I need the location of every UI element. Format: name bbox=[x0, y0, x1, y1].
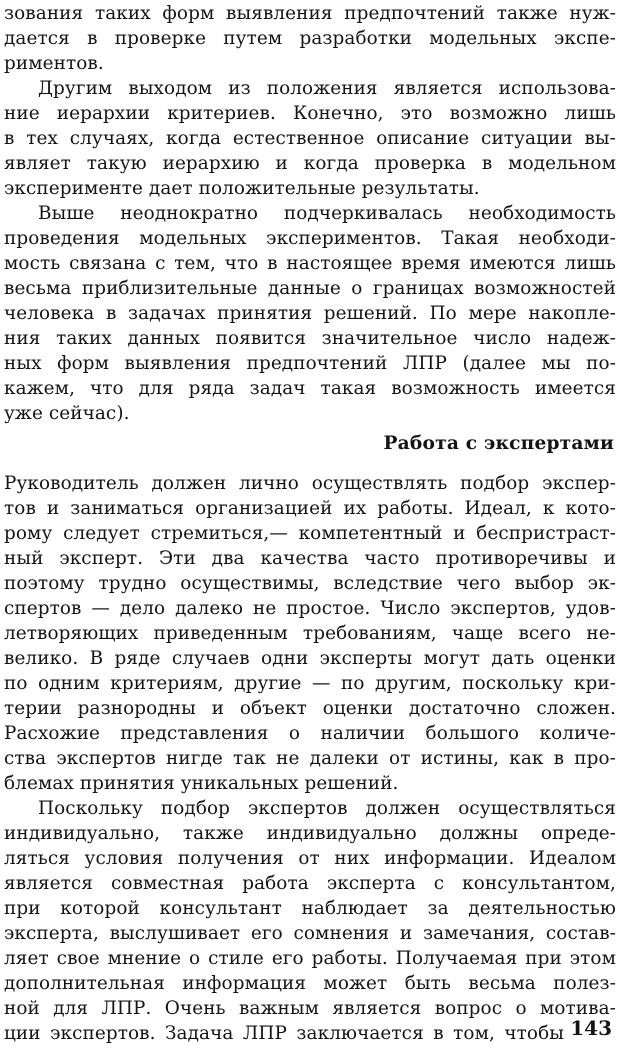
text-line: дается в проверке путем разработки модельных экспе- bbox=[4, 28, 616, 49]
text-line: рому следует стремиться,— компетентный и беспристраст- bbox=[4, 523, 616, 544]
text-line: ных форм выявления предпочтений ЛПР (далее мы по- bbox=[4, 353, 616, 374]
text-line: спертов — дело далеко не простое. Число экспертов, удов- bbox=[4, 598, 616, 619]
text-line: ной для ЛПР. Очень важным является вопрос о мотива- bbox=[4, 998, 616, 1019]
text-line: ние иерархии критериев. Конечно, это возможно лишь bbox=[4, 103, 616, 124]
text-line: дополнительная информация может быть весьма полез- bbox=[4, 973, 616, 994]
text-line: при которой консультант наблюдает за деятельностью bbox=[4, 898, 616, 919]
text-line: кажем, что для ряда задач такая возможность имеется bbox=[4, 378, 616, 399]
text-line: в тех случаях, когда естественное описание ситуации вы- bbox=[4, 128, 616, 149]
text-line: тов и заниматься организацией их работы. Идеал, к кото- bbox=[4, 498, 616, 519]
text-line: Выше неоднократно подчеркивалась необходимость bbox=[38, 203, 616, 224]
text-line: ства экспертов нигде так не далеки от истины, как в про- bbox=[4, 748, 616, 769]
text-line: ции экспертов. Задача ЛПР заключается в том, чтобы bbox=[4, 1023, 564, 1044]
text-line: эксперта, выслушивает его сомнения и замечания, состав- bbox=[4, 923, 616, 944]
text-line: ляет свое мнение о стиле его работы. Получаемая при этом bbox=[4, 948, 616, 969]
text-line: мость связана с тем, что в настоящее время имеются лишь bbox=[4, 253, 616, 274]
text-line: ляться условия получения от них информации. Идеалом bbox=[4, 848, 616, 869]
text-line: велико. В ряде случаев одни эксперты могут дать оценки bbox=[4, 648, 616, 669]
text-line: летворяющих приведенным требованиям, чаще всего не- bbox=[4, 623, 616, 644]
text-line: по одним критериям, другие — по другим, поскольку кри- bbox=[4, 673, 616, 694]
text-line: ния таких данных появится значительное число надеж- bbox=[4, 328, 616, 349]
text-line: зования таких форм выявления предпочтений также нуж- bbox=[4, 3, 616, 24]
text-line: Расхожие представления о наличии большого количе- bbox=[4, 723, 616, 744]
page-number: 143 bbox=[570, 1016, 612, 1040]
text-line: человека в задачах принятия решений. По мере накопле- bbox=[4, 303, 616, 324]
text-line: Другим выходом из положения является использова- bbox=[38, 78, 616, 99]
text-line: индивидуально, также индивидуально должны опреде- bbox=[4, 823, 616, 844]
text-line: весьма приблизительные данные о границах возможностей bbox=[4, 278, 616, 299]
text-line: ный эксперт. Эти два качества часто противоречивы и bbox=[4, 548, 616, 569]
section-heading: Работа с экспертами bbox=[383, 433, 614, 454]
text-line: эксперименте дает положительные результаты. bbox=[4, 178, 480, 199]
text-line: Поскольку подбор экспертов должен осуществляться bbox=[38, 798, 616, 819]
text-line: проведения модельных экспериментов. Такая необходи- bbox=[4, 228, 616, 249]
text-line: является совместная работа эксперта с консультантом, bbox=[4, 873, 616, 894]
text-line: риментов. bbox=[4, 53, 104, 74]
text-line: блемах принятия уникальных решений. bbox=[4, 773, 399, 794]
text-line: уже сейчас). bbox=[4, 403, 130, 424]
text-line: поэтому трудно осуществимы, вследствие чего выбор эк- bbox=[4, 573, 616, 594]
text-line: являет такую иерархию и когда проверка в модельном bbox=[4, 153, 616, 174]
text-line: Руководитель должен лично осуществлять подбор экспер- bbox=[4, 473, 616, 494]
text-line: терии разнородны и объект оценки достаточно сложен. bbox=[4, 698, 616, 719]
